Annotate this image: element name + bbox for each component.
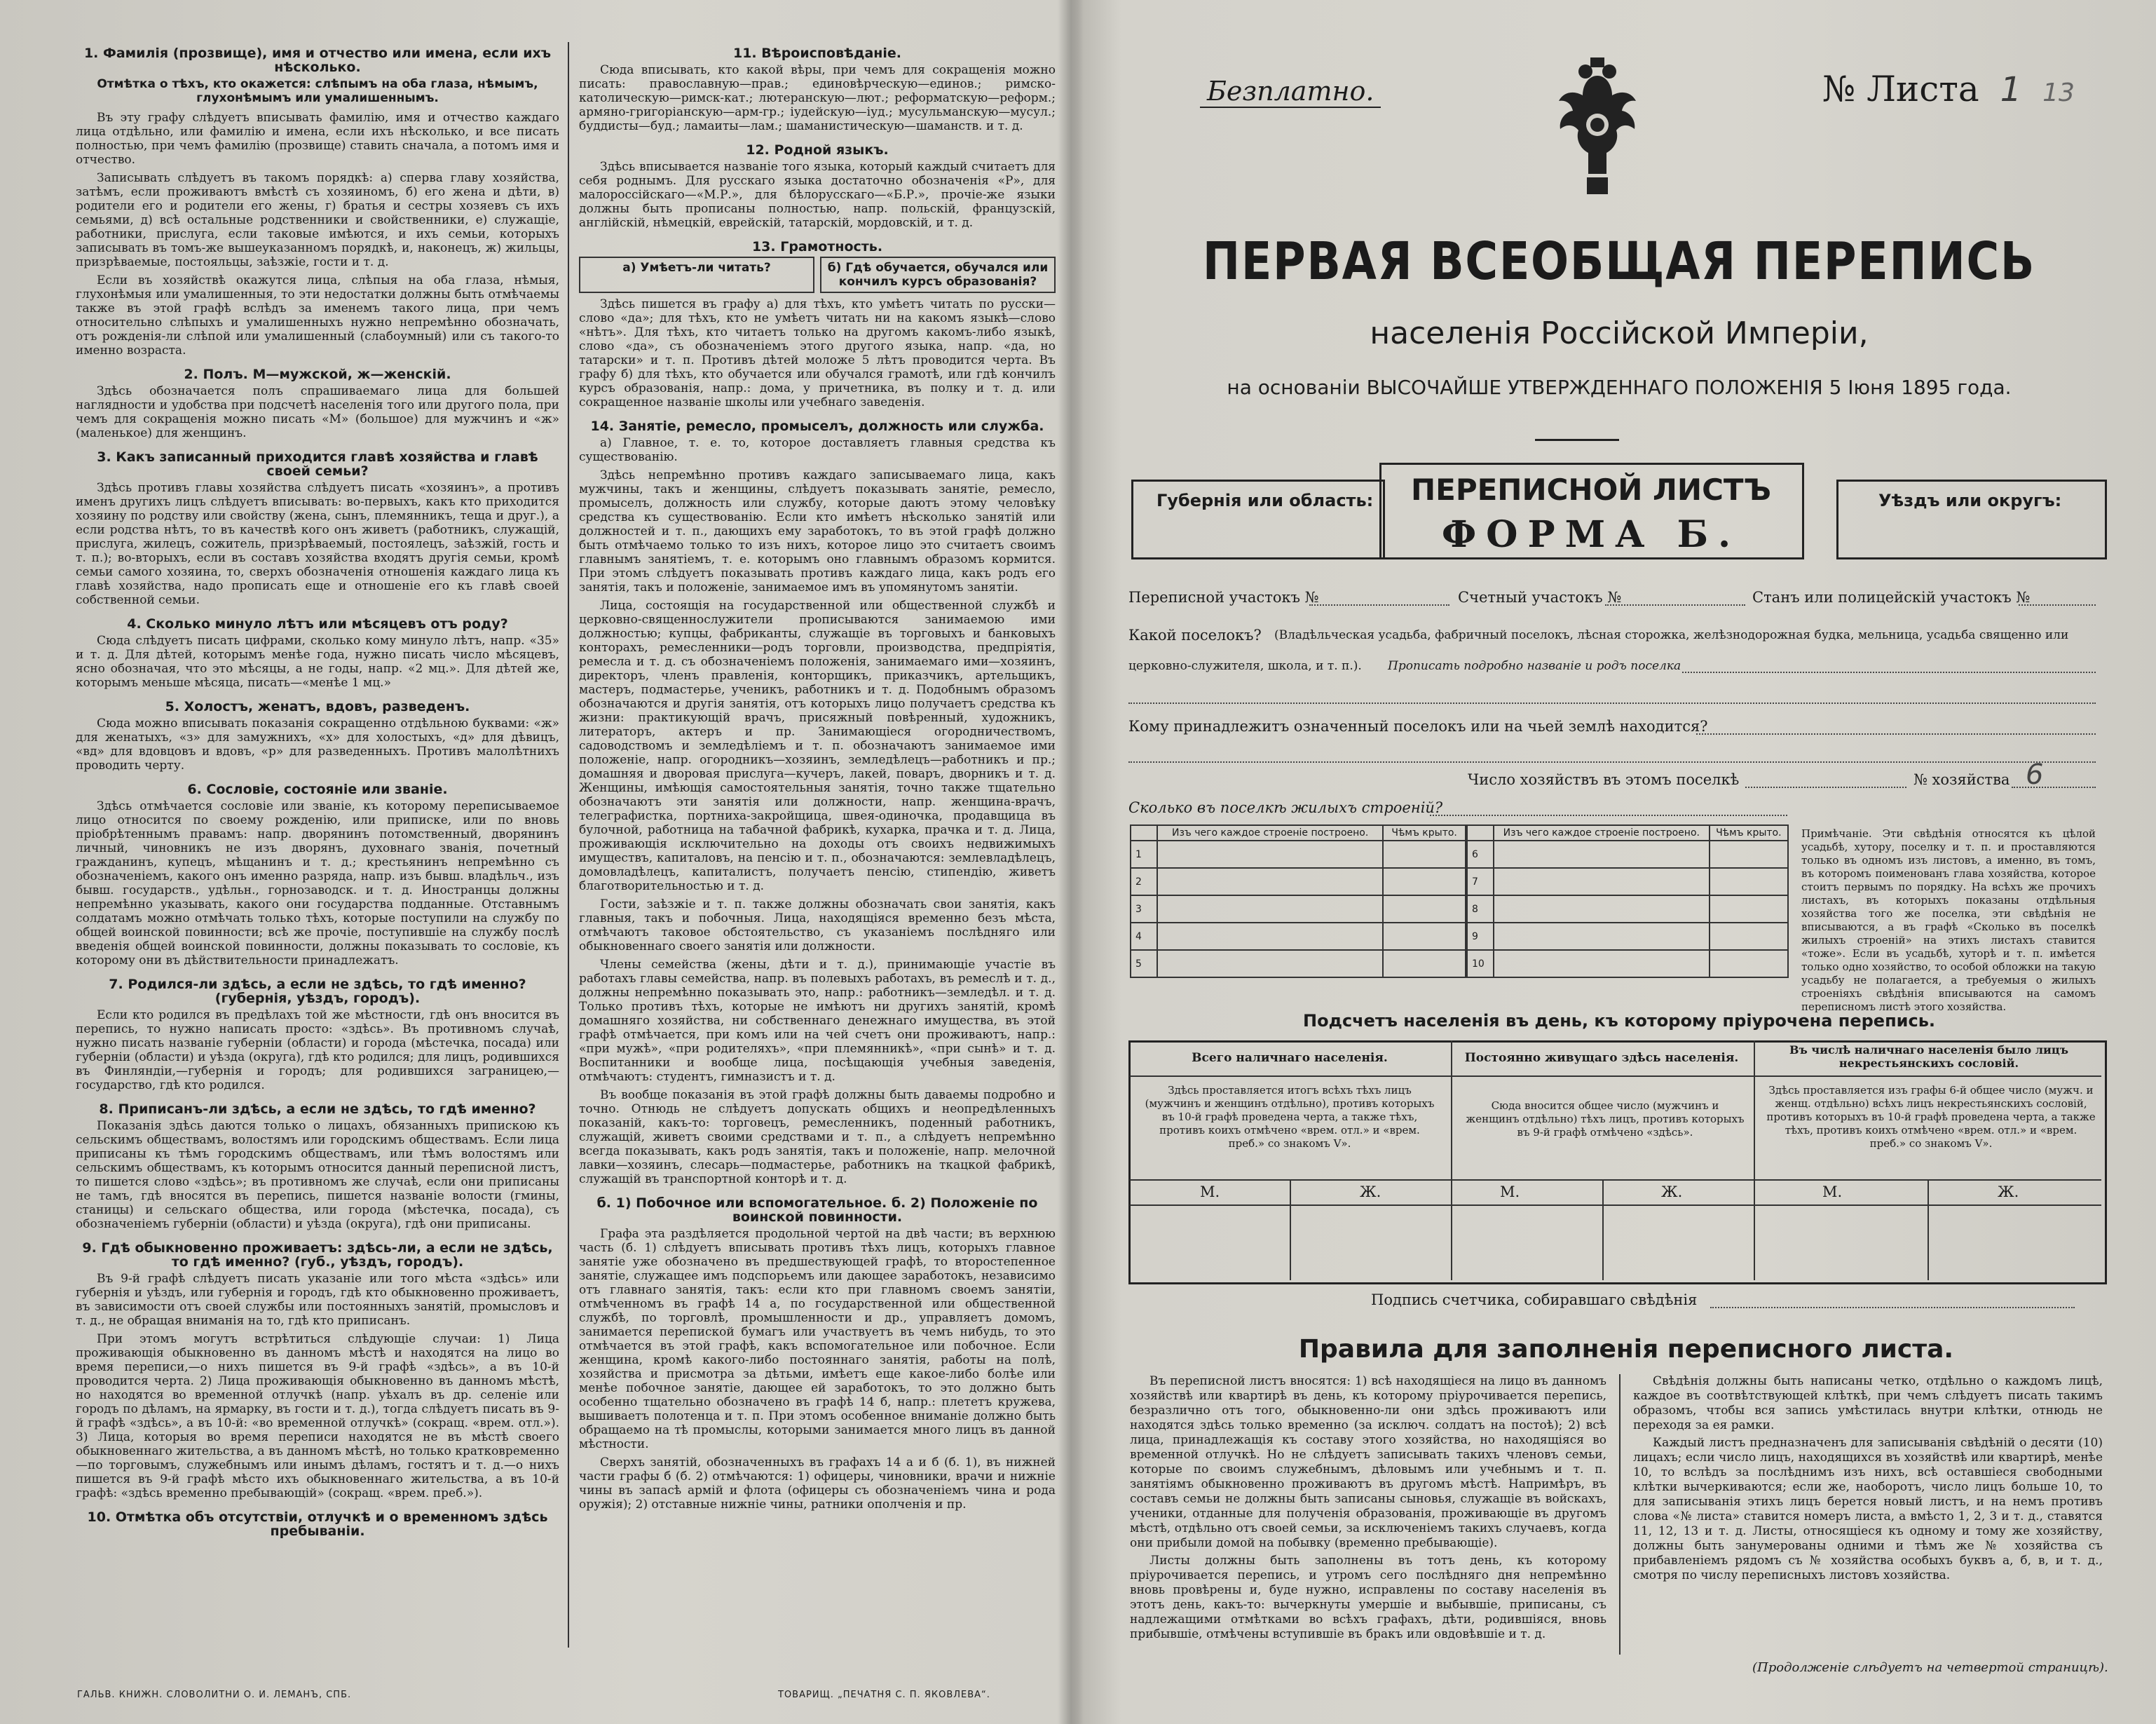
form-title: ПЕРЕПИСНОЙ ЛИСТЪ xyxy=(1410,473,1772,507)
census-basis: на основаніи ВЫСОЧАЙШЕ УТВЕРЖДЕННАГО ПОЛОЖЕНІЯ 5 Іюня 1895 года. xyxy=(1227,376,2012,399)
section-paragraph: Сюда можно вписывать показанія сокращенно отдѣльною буквами: «ж» для женатыхъ, «з» для замужнихъ, «х» для холостыхъ, «д» для дѣвицъ, «вд» для вдовцовъ и вдовъ, «р» для разведенныхъ. Противъ малолѣтнихъ проводить черту. xyxy=(76,717,559,773)
double-headed-eagle-icon xyxy=(1552,55,1643,202)
settlement-hint: (Владѣльческая усадьба, фабричный поселокъ, лѣсная сторожка, желѣзнодорожная будка, мельница, усадьба священно или xyxy=(1274,628,2069,642)
household-number-label: № хозяйства xyxy=(1913,771,2010,788)
section-heading: 7. Родился-ли здѣсь, а если не здѣсь, то гдѣ именно? (губернія, уѣздъ, городъ). xyxy=(109,977,526,1006)
section-paragraph: Члены семейства (жены, дѣти и т. д.), принимающіе участіе въ работахъ главы семейства, напр. въ полевыхъ работахъ, въ ремеслѣ и т. д., должны непремѣнно показывать это, напр.: работникъ—земледѣл. и т. д. Только противъ тѣхъ, которые не имѣютъ ни другихъ занятій, кромѣ домашняго хозяйства, ни собственнаго денежнаго имущества, въ этой графѣ отмѣчается, при комъ или на чей счетъ они проживаютъ, напр.: «при мужѣ», «при родителяхъ», «при племянникѣ», «при сынѣ» и т. д. Воспитанники и вообще лица, посѣщающія учебныя заведенія, отмѣчаютъ: студентъ, гимназистъ и т. д. xyxy=(579,958,1056,1084)
count-value-line xyxy=(1130,1204,2101,1206)
bld-head-roof: Чѣмъ крыто. xyxy=(1383,825,1466,841)
printer-right: ТОВАРИЩ. „ПЕЧАТНЯ С. П. ЯКОВЛЕВА“. xyxy=(778,1690,990,1700)
count-mf-1 xyxy=(1290,1179,1291,1280)
section-paragraph: Гости, заѣзжіе и т. п. также должны обозначать свои занятія, какъ главныя, такъ и побочныя. Лица, находящіяся временно безъ мѣста, отмѣчаютъ таковое обстоятельство, съ указаніемъ послѣдняго или обыкновеннаго своего занятія или должности. xyxy=(579,897,1056,953)
building-number: 3 xyxy=(1131,895,1157,923)
zh-label-3: Ж. xyxy=(1998,1183,2019,1200)
section-paragraph: Графа эта раздѣляется продольной чертой на двѣ части; въ верхнюю часть (б. 1) слѣдуетъ вписывать противъ тѣхъ лицъ, которыхъ главное занятіе уже обозначено въ предшествующей графѣ, то второстепенное занятіе, служащее имъ подспорьемъ или дающее заработокъ, независимо отъ главнаго занятія, такъ: если кто при главномъ своемъ занятіи, отмѣченномъ въ графѣ 14 а, по государственной или общественной службѣ, по торговлѣ, промышленности и др., управляетъ домомъ, занимается перепиской бумагъ или участвуетъ въ чемъ нибудь, то это отмѣчается въ этой графѣ, какъ вспомогательное или побочное. Если женщина, кромѣ какого-либо постояннаго занятія, работы на полѣ, хозяйства и присмотра за дѣтьми, имѣетъ еще какое-либо болѣе или менѣе побочное занятіе, дающее ей заработокъ, то это должно быть особенно тщательно обозначено въ графѣ 14 б, напр.: плететъ кружева, вышиваетъ полотенца и т. п. При этомъ особенное вниманіе должно быть обращаемо на тѣ промыслы, которыми занимается много лицъ въ данной мѣстности. xyxy=(579,1227,1056,1451)
zh-label-1: Ж. xyxy=(1360,1183,1381,1200)
building-material[interactable] xyxy=(1494,895,1710,923)
count-head-noncrest: Въ числѣ наличнаго населенія было лицъ некрестьянскихъ сословій. xyxy=(1789,1043,2068,1070)
printer-left: ГАЛЬВ. КНИЖН. СЛОВОЛИТНИ О. И. ЛЕМАНЪ, СПБ. xyxy=(77,1690,352,1700)
building-row xyxy=(1131,895,1466,923)
building-roof[interactable] xyxy=(1710,868,1788,895)
building-material[interactable] xyxy=(1494,868,1710,895)
section-paragraph: Въ 9-й графѣ слѣдуетъ писать указаніе или того мѣста «здѣсь» или губернія и уѣздъ, или губернія и городъ, гдѣ кто обыкновенно проживаетъ, въ зависимости отъ своей службы или постоянныхъ занятій, промысловъ и т. д., не обращая вниманія на то, гдѣ кто приписанъ. xyxy=(76,1272,559,1328)
section-paragraph: Здѣсь отмѣчается сословіе или званіе, къ которому переписываемое лицо относится по своему рожденію, или приписке, или по вновь пріобрѣтеннымъ правамъ: напр. дворянинъ потомственный, дворянинъ личный, чиновникъ не изъ дворянъ, духовнаго званія, почетный гражданинъ, купецъ, мѣщанинъ и т. д.; крестьянинъ непремѣнно съ обозначеніемъ, какого онъ именно разряда, напр. изъ бывш. владѣльч., изъ бывш. государств., удѣльн., горнозаводск. и т. д. Иностранцы должны непремѣнно указывать, какого они государства подданные. Отставнымъ солдатамъ можно отмѣчать только тѣхъ, которые поступили на службу по общей воинской повинности; всѣ же прочіе, поступившіе на службу послѣ введенія общей воинской повинности, должны показывать то сословіе, къ которому они въ дѣйствительности принадлежатъ. xyxy=(76,799,559,968)
count-head-permanent: Постоянно живущаго здѣсь населенія. xyxy=(1464,1051,1739,1065)
building-row xyxy=(1131,923,1466,950)
count-head-total: Всего наличнаго населенія. xyxy=(1192,1051,1388,1065)
building-row xyxy=(1467,868,1788,895)
building-number: 10 xyxy=(1467,950,1494,977)
count-txt-noncrest: Здѣсь проставляется изъ графы 6-й общее число (мужч. и женщ. отдѣльно) всѣхъ лицъ некрестьянскихъ сословій, противъ которыхъ въ 10-й графѣ проведена черта, а также тѣхъ, противъ коихъ отмѣчено «врем. отл.» и «врем. преб.» со знакомъ V». xyxy=(1766,1084,2096,1150)
settlement-line-1 xyxy=(1682,672,2096,673)
page-fold xyxy=(1058,0,1084,1724)
section-split xyxy=(579,257,1056,293)
section-paragraph: Здѣсь обозначается полъ спрашиваемаго лица для большей наглядности и удобства при подсчетѣ населенія того или другого пола, при чемъ для сокращенія можно писать «М» (большое) для мужчинъ и «ж» (маленькое) для женщинъ. xyxy=(76,384,559,440)
sheet-number-label: № Листа xyxy=(1822,69,1979,109)
dwellings-line xyxy=(1430,815,1787,816)
precinct-label: Переписной участокъ № xyxy=(1128,589,1319,606)
section-paragraph: При этомъ могутъ встрѣтиться слѣдующіе случаи: 1) Лица проживающія обыкновенно въ данномъ мѣстѣ и находятся на лицо во время переписи,—о нихъ пишется въ 9-й графѣ «здѣсь», а въ 10-й проводится черта. 2) Лица проживающія обыкновенно въ данномъ мѣстѣ, но находятся во временной отлучкѣ (напр. уѣхалъ въ др. селеніе или городъ по дѣламъ, на ярмарку, въ гости и т. д.), тогда слѣдуетъ писать въ 9-й графѣ «здѣсь», а въ 10-й: «во временной отлучкѣ» (сокращ. «врем. отл.»). 3) Лица, которыя во время переписи находятся не въ мѣстѣ своего обыкновеннаго жительства, а въ данномъ мѣстѣ, но только кратковременно—по торговымъ, служебнымъ или инымъ дѣламъ, гостятъ и т. д.—о нихъ пишется въ 9-й графѣ мѣсто ихъ обыкновеннаго жительства, а въ 10-й графѣ: «здѣсь временно пребывающій» (сокращ. «врем. преб.»). xyxy=(76,1332,559,1500)
building-roof[interactable] xyxy=(1383,868,1466,895)
building-row xyxy=(1131,841,1466,868)
owner-label: Кому принадлежитъ означенный поселокъ или на чьей землѣ находится? xyxy=(1128,718,1708,735)
settlement-instruction: Прописать подробно названіе и родъ поселка xyxy=(1388,659,1681,673)
buildings-note: Примѣчаніе. Эти свѣдѣнія относятся къ цѣлой усадьбѣ, хутору, поселку и т. п. и проставляются только въ одномъ изъ листовъ, а именно, въ томъ, въ которомъ поименованъ глава хозяйства, которое стоитъ первымъ по порядку. На всѣхъ же прочихъ листахъ, въ которыхъ показаны отдѣльныя хозяйства того же поселка, эти свѣдѣнія не вписываются, а въ графѣ «Сколько въ поселкѣ жилыхъ строеній» на этихъ листахъ ставится «тоже». Если въ усадьбѣ, хуторѣ и т. п. имѣется только одно хозяйство, то особой обложки на такую усадьбу не полагается, а требуемыя о жилыхъ строеніяхъ свѣдѣнія вписываются на самомъ переписномъ листѣ этого хозяйства. xyxy=(1801,827,2096,1013)
count-precinct-label: Счетный участокъ № xyxy=(1458,589,1622,606)
section-paragraph: Сюда вписывать, кто какой вѣры, при чемъ для сокращенія можно писать: православную—прав.; единовѣрческую—единов.; римско-католическую—римск-кат.; лютеранскую—лют.; реформатскую—реформ.; армяно-григоріанскую—арм-гр.; іудейскую—іуд.; мусульманскую—мусул.; буддисты—буд.; ламаиты—лам.; шаманистическую—шаманств. и т. д. xyxy=(579,63,1056,133)
rules-title: Правила для заполненія переписного листа. xyxy=(1298,1335,1954,1364)
section-paragraph: Въ эту графу слѣдуетъ вписывать фамилію, имя и отчество каждаго лица отдѣльно, или фамилію и имена, если ихъ нѣсколько, и все писать полностью, при чемъ фамилію (прозвище) ставить сначала, а потомъ имя и отчество. xyxy=(76,111,559,167)
count-mf-line xyxy=(1130,1179,2101,1181)
building-number: 5 xyxy=(1131,950,1157,977)
building-roof[interactable] xyxy=(1710,841,1788,868)
rules-divider xyxy=(1619,1374,1621,1655)
building-row xyxy=(1467,841,1788,868)
column-divider-left xyxy=(568,42,569,1648)
zh-label-2: Ж. xyxy=(1661,1183,1683,1200)
settlement-line-2 xyxy=(1128,703,2096,704)
precinct-line xyxy=(1309,604,1449,606)
section-heading: 5. Холостъ, женатъ, вдовъ, разведенъ. xyxy=(165,699,470,714)
section-paragraph: Записывать слѣдуетъ въ такомъ порядкѣ: а) сперва главу хозяйства, затѣмъ, если проживаютъ вмѣстѣ съ хозяиномъ, б) его жена и дѣти, в) родители его и родители его жены, г) братья и сестры хозяевъ съ ихъ семьями, д) всѣ остальные родственники и свойственники, е) служащіе, работники, прислуга, если таковые имѣются, и ихъ семьи, которыхъ записывать въ томъ-же вышеуказанномъ порядкѣ, и, наконецъ, ж) жильцы, призрѣваемые, постояльцы, заѣзжіе, гости и т. д. xyxy=(76,171,559,269)
building-number: 8 xyxy=(1467,895,1494,923)
section-heading: 13. Грамотность. xyxy=(751,239,883,254)
section-heading: 9. Гдѣ обыкновенно проживаетъ: здѣсь-ли, а если не здѣсь, то гдѣ именно? (губ., уѣздъ, городъ). xyxy=(82,1240,553,1270)
building-row xyxy=(1131,868,1466,895)
section-heading: 3. Какъ записанный приходится главѣ хозяйства и главѣ своей семьи? xyxy=(97,449,538,479)
section-paragraph: Въ вообще показанія въ этой графѣ должны быть даваемы подробно и точно. Отнюдь не слѣдуетъ допускать общихъ и неопредѣленныхъ показаній, какъ-то: торговецъ, ремесленникъ, поденный работникъ, служащій, живетъ своими средствами и т. п., а слѣдуетъ непремѣнно всегда показывать, какъ родъ занятія, такъ и положеніе, напр. мелочной лавки—хозяинъ, слесарь—подмастерье, работникъ на ткацкой фабрикѣ, служащій въ транспортной конторѣ и т. д. xyxy=(579,1088,1056,1186)
buildings-table-right xyxy=(1466,824,1789,978)
sheet-number-value: 1 xyxy=(2000,70,2022,109)
section-heading: 6. Сословіе, состояніе или званіе. xyxy=(187,782,448,797)
building-material[interactable] xyxy=(1157,868,1383,895)
sheet-number xyxy=(1822,69,2075,109)
households-line xyxy=(1745,787,1906,788)
census-subtitle: населенія Россійской Имперіи, xyxy=(1370,315,1869,351)
section-paragraph: Здѣсь противъ главы хозяйства слѣдуетъ писать «хозяинъ», а противъ именъ другихъ лицъ слѣдуетъ вписывать: во-первыхъ, какъ кто приходится хозяину по родству или свойству (жена, сынъ, племянникъ, теща и друг.), а если родства нѣтъ, то въ качествѣ кого онъ живетъ (работникъ, служащій, прислуга, жилецъ, сожитель, призрѣваемый, постоялецъ, заѣзжій, гость и т. п.); во-вторыхъ, если въ составъ хозяйства входятъ другія семьи, кромѣ семьи самого хозяина, то, сверхъ обозначенія отношенія каждаго лица къ главѣ хозяйства, надо прописать еще и отношеніе его къ главѣ своей собственной семьи. xyxy=(76,481,559,607)
count-head-line xyxy=(1130,1075,2101,1077)
building-number: 9 xyxy=(1467,923,1494,950)
building-row xyxy=(1131,950,1466,977)
building-number: 1 xyxy=(1131,841,1157,868)
instructions-column-1 xyxy=(76,36,559,1649)
m-label-1: М. xyxy=(1200,1183,1220,1200)
building-row xyxy=(1467,895,1788,923)
section-heading: 8. Приписанъ-ли здѣсь, а если не здѣсь, то гдѣ именно? xyxy=(99,1101,536,1117)
section-heading: 10. Отмѣтка объ отсутствіи, отлучкѣ и о временномъ здѣсь пребываніи. xyxy=(87,1509,548,1539)
uezd-label: Уѣздъ или округъ: xyxy=(1878,491,2062,510)
building-roof[interactable] xyxy=(1383,923,1466,950)
building-material[interactable] xyxy=(1157,895,1383,923)
building-material[interactable] xyxy=(1494,841,1710,868)
owner-line-2 xyxy=(1128,761,2096,763)
building-material[interactable] xyxy=(1494,923,1710,950)
building-roof[interactable] xyxy=(1710,895,1788,923)
rules-right xyxy=(1633,1374,2103,1586)
count-table xyxy=(1128,1040,2107,1284)
settlement-label: Какой поселокъ? xyxy=(1128,627,1262,644)
household-number-value: 6 xyxy=(2026,759,2044,791)
owner-line-1 xyxy=(1696,733,2096,735)
form-letter: ФОРМА Б. xyxy=(1441,513,1741,556)
m-label-2: М. xyxy=(1500,1183,1520,1200)
rules-paragraph: Листы должны быть заполнены въ тотъ день, къ которому пріурочивается перепись, и утромъ сего послѣдняго дня непремѣнно вновь провѣрены и, буде нужно, исправлены по составу населенія въ этотъ день, какъ-то: вычеркнуты умершіе и выбывшіе, приписаны, съ надлежащими отмѣтками во всѣхъ графахъ, дѣти, родившіяся, вновь прибывшіе, отмѣчены вступившіе въ бракъ или овдовѣвшіе и т. д. xyxy=(1130,1554,1606,1641)
building-roof[interactable] xyxy=(1710,923,1788,950)
section-heading: б. 1) Побочное или вспомогательное. б. 2) Положеніе по воинской повинности. xyxy=(596,1195,1038,1225)
section-heading: 2. Полъ. М—мужской, ж—женскій. xyxy=(184,367,451,382)
count-mf-2 xyxy=(1602,1179,1604,1280)
households-label: Число хозяйствъ въ этомъ поселкѣ xyxy=(1468,771,1740,788)
household-number-line xyxy=(2012,787,2096,788)
section-subheading: Отмѣтка о тѣхъ, кто окажется: слѣпымъ на оба глаза, нѣмымъ, глухонѣмымъ или умалишеннымъ. xyxy=(97,77,538,105)
building-number: 7 xyxy=(1467,868,1494,895)
section-paragraph: Сверхъ занятій, обозначенныхъ въ графахъ 14 а и б (б. 1), въ нижней части графы б (б. 2) отмѣчаются: 1) офицеры, чиновники, врачи и нижніе чины въ запасѣ армій и флота (офицеры съ обозначеніемъ чина и рода оружія); 2) отставные нижніе чины, ратники ополченія и пр. xyxy=(579,1455,1056,1512)
section-split-item: а) Умѣетъ-ли читать? xyxy=(579,257,814,293)
sheet-number-hand: 13 xyxy=(2042,79,2075,107)
guberniya-label: Губернія или область: xyxy=(1157,491,1374,510)
building-material[interactable] xyxy=(1157,923,1383,950)
census-title: ПЕРВАЯ ВСЕОБЩАЯ ПЕРЕПИСЬ xyxy=(1202,231,2036,292)
section-heading: 12. Родной языкъ. xyxy=(746,142,889,158)
building-roof[interactable] xyxy=(1710,950,1788,977)
bld-head-material-2: Изъ чего каждое строеніе построено. xyxy=(1494,825,1710,841)
building-roof[interactable] xyxy=(1383,950,1466,977)
rules-paragraph: Въ переписной листъ вносятся: 1) всѣ находящіеся на лицо въ данномъ хозяйствѣ или квартирѣ въ день, къ которому пріурочивается перепись, безразлично отъ того, обыкновенно-ли они здѣсь проживаютъ или находятся здѣсь только временно (за исключ. солдатъ на постоѣ); 2) всѣ лица, принадлежащія къ составу этого хозяйства, но находящіяся во временной отлучкѣ. Но не слѣдуетъ записывать такихъ членовъ семьи, которые по своимъ служебнымъ, дѣловымъ или учебнымъ и т. п. занятіямъ обыкновенно проживаютъ въ другомъ мѣстѣ. Напримѣръ, въ составъ семьи не должны быть записаны сыновья, служащіе въ войскахъ, ученики, отданные для полученія образованія, проживающіе въ другомъ мѣстѣ, отдѣльно отъ своей семьи, за исключеніемъ такихъ случаевъ, когда они прибыли домой на побывку (временно пребывающіе). xyxy=(1130,1374,1606,1550)
count-txt-permanent: Сюда вносится общее число (мужчинъ и женщинъ отдѣльно) тѣхъ лицъ, противъ которыхъ въ 9-й графѣ отмѣчено «здѣсь». xyxy=(1466,1099,1745,1139)
police-precinct-label: Станъ или полицейскій участокъ № xyxy=(1752,589,2031,606)
section-paragraph: Сюда слѣдуетъ писать цифрами, сколько кому минуло лѣтъ, напр. «35» и т. д. Для дѣтей, которымъ менѣе года, нужно писать число мѣсяцевъ, ясно обозначая, что это мѣсяцы, а не годы, напр. «2 мц.». Для дѣтей же, которымъ меньше мѣсяца, писать—«менѣе 1 мц.» xyxy=(76,634,559,690)
building-material[interactable] xyxy=(1157,950,1383,977)
rules-paragraph: Свѣдѣнія должны быть написаны четко, отдѣльно о каждомъ лицѣ, каждое въ соотвѣтствующей клѣткѣ, при чемъ слѣдуетъ писать такимъ образомъ, чтобы вся запись умѣстилась внутри клѣтки, отнюдь не переходя за ея рамки. xyxy=(1633,1374,2103,1432)
buildings-table-left xyxy=(1130,824,1466,978)
m-label-3: М. xyxy=(1822,1183,1843,1200)
section-heading: 11. Вѣроисповѣданіе. xyxy=(732,46,902,61)
section-paragraph: Если кто родился въ предѣлахъ той же мѣстности, гдѣ онъ вносится въ перепись, то нужно написать просто: «здѣсь». Въ противномъ случаѣ, нужно писать названіе губерніи (области) и города (мѣстечка, посада) или губерніи (области) и уѣзда (округа), гдѣ кто родился; для лицъ, родившихся въ Финляндіи,—губернія и городъ; для родившихся заграницею,—государство, гдѣ кто родился. xyxy=(76,1008,559,1092)
count-heading: Подсчетъ населенія въ день, къ которому пріурочена перепись. xyxy=(1303,1011,1935,1031)
building-material[interactable] xyxy=(1157,841,1383,868)
section-paragraph: Здѣсь непремѣнно противъ каждаго записываемаго лица, какъ мужчины, такъ и женщины, слѣдуетъ показывать занятіе, ремесло, промыселъ, должность или службу, которые даютъ этому человѣку средства къ существованію. Если кто имѣетъ нѣсколько занятій или должностей и т. п., дающихъ ему заработокъ, то въ этой графѣ должно быть отмѣчаемо только то изъ нихъ, которое лицо это считаетъ своимъ главнымъ занятіемъ, т. е. которымъ оно главнымъ образомъ кормится. При этомъ слѣдуетъ показывать противъ каждаго лица, какъ родъ его занятія, такъ и положеніе, занимаемое имъ въ упомянутомъ занятіи. xyxy=(579,468,1056,595)
section-heading: 1. Фамилія (прозвище), имя и отчество или имена, если ихъ нѣсколько. xyxy=(83,46,552,75)
section-paragraph: Здѣсь пишется въ графу а) для тѣхъ, кто умѣетъ читать по русски—слово «да»; для тѣхъ, кто не умѣетъ читать ни на какомъ языкѣ—слово «нѣтъ». Для тѣхъ, кто читаетъ только на другомъ какомъ-либо языкѣ, слово «да», съ обозначеніемъ этого другого языка, напр. «да, но татарски» и т. п. Противъ дѣтей моложе 5 лѣтъ проводится черта. Въ графу б) для тѣхъ, кто обучается или обучался грамотѣ, или гдѣ кончилъ курсъ образованія, напр.: дома, у причетника, въ полку и т. д. или сокращенное названіе школы или учебнаго заведенія. xyxy=(579,297,1056,409)
bld-head-material: Изъ чего каждое строеніе построено. xyxy=(1157,825,1383,841)
section-paragraph: Если въ хозяйствѣ окажутся лица, слѣпыя на оба глаза, нѣмыя, глухонѣмыя или умалишенныя, то эти недостатки должны быть отмѣчаемы также въ этой графѣ вслѣдъ за именемъ такого лица, при чемъ относительно слѣпыхъ и умалишенныхъ нужно непремѣнно обозначать, отъ рожденія-ли слѣпой или умалишенный (слабоумный) или съ такого-то именно возраста. xyxy=(76,273,559,358)
building-number: 6 xyxy=(1467,841,1494,868)
building-row xyxy=(1467,923,1788,950)
section-paragraph: Лица, состоящія на государственной или общественной службѣ и церковно-священнослужители прописываются занимаемою ими должностью; купцы, фабриканты, служащіе въ торговыхъ и банковыхъ конторахъ, ремесленники—родъ торговли, производства, предпріятія, ремесла и т. д. съ обозначеніемъ положенія, занимаемаго ими—хозяинъ, директоръ, членъ правленія, конторщикъ, приказчикъ, артельщикъ, мастеръ, подмастерье, ученикъ, работникъ и т. д. Подобнымъ образомъ обозначаются и другія занятія, отъ которыхъ лицо получаетъ средства къ жизни: практикующій врачъ, присяжный повѣренный, художникъ, литераторъ, актеръ и пр. Занимающіеся огородничествомъ, садоводствомъ и земледѣліемъ и т. п. обозначаютъ занимаемое ими положеніе, напр. огородникъ—хозяинъ, земледѣлецъ—работникъ и пр.; домашняя и дворовая прислуга—кучеръ, лакей, поваръ, дворникъ и т. д. Женщины, имѣющія самостоятельныя занятія, точно также тщательно обозначаютъ эти занятія или должности, напр. женщина-врачъ, телеграфистка, портниха-закройщица, швея-одиночка, продавщица въ булочной, работница на табачной фабрикѣ, кухарка, прачка и т. д. Лица, проживающія исключительно на доходы отъ своихъ недвижимыхъ имуществъ, капиталовъ, на пенсію и т. п., обозначаются: землевладѣлецъ, домовладѣлецъ, капиталистъ, получаетъ пенсію, стипендію, живетъ благотворительностью и т. д. xyxy=(579,599,1056,893)
rules-paragraph: Каждый листъ предназначенъ для записыванія свѣдѣній о десяти (10) лицахъ; если число лицъ, находящихся въ хозяйствѣ или квартирѣ, менѣе 10, то вслѣдъ за послѣднимъ изъ нихъ, всѣ оставшіеся свободными клѣтки вычеркиваются; если же, наоборотъ, число лицъ больше 10, то для записыванія этихъ лицъ берется новый листъ, и на немъ противъ слова «№ листа» ставится номеръ листа, а вмѣсто 1, 2, 3 и т. д., ставятся 11, 12, 13 и т. д. Листы, относящіеся къ одному и тому же хозяйству, должны быть занумерованы одними и тѣмъ же № хозяйства съ прибавленіемъ рядомъ съ № хозяйства особыхъ буквъ а, б, в, и т. д., смотря по числу переписныхъ листовъ хозяйства. xyxy=(1633,1436,2103,1582)
bld-head-roof-2: Чѣмъ крыто. xyxy=(1710,825,1788,841)
rules-left xyxy=(1130,1374,1606,1645)
signature-label: Подпись счетчика, собиравшаго свѣдѣнія xyxy=(1371,1291,1698,1308)
section-paragraph: Показанія здѣсь даются только о лицахъ, обязанныхъ припискою къ сельскимъ обществамъ, волостямъ или городскимъ обществамъ. Если лица приписаны къ тѣмъ городскимъ обществамъ, или тѣмъ волостямъ или сельскимъ обществамъ, къ которымъ относится данный переписной листъ, то пишется слово «здѣсь»; въ противномъ же случаѣ, если они приписаны не тамъ, гдѣ вносятся въ перепись, пишется названіе волости (гмины, станицы) и сельскаго общества, или города (мѣстечка, посада), съ обозначеніемъ губерніи (области) и уѣзда (округа), гдѣ они приписаны. xyxy=(76,1119,559,1231)
section-paragraph: а) Главное, т. е. то, которое доставляетъ главныя средства къ существованію. xyxy=(579,436,1056,464)
section-heading: 14. Занятіе, ремесло, промыселъ, должность или служба. xyxy=(590,419,1044,434)
dwellings-label: Сколько въ поселкѣ жилыхъ строеній? xyxy=(1128,799,1443,816)
rules-continued: (Продолженіе слѣдуетъ на четвертой страницѣ). xyxy=(1752,1660,2108,1675)
signature-line xyxy=(1710,1307,2075,1308)
title-separator xyxy=(1535,439,1619,441)
free-stamp: Безплатно. xyxy=(1200,76,1381,108)
count-txt-total: Здѣсь проставляется итогъ всѣхъ тѣхъ лицъ (мужчинъ и женщинъ отдѣльно), противъ которыхъ въ 10-й графѣ проведена черта, а также тѣхъ, противъ коихъ отмѣчено «врем. отл.» и «врем. преб.» со знакомъ V». xyxy=(1145,1084,1435,1150)
building-number: 2 xyxy=(1131,868,1157,895)
instructions-column-2 xyxy=(579,36,1056,1649)
building-number: 4 xyxy=(1131,923,1157,950)
settlement-hint-2: церковно-служителя, школа, и т. п.). xyxy=(1128,659,1362,673)
building-roof[interactable] xyxy=(1383,895,1466,923)
police-precinct-line xyxy=(2019,604,2096,606)
count-mf-3 xyxy=(1928,1179,1929,1280)
section-heading: 4. Сколько минуло лѣтъ или мѣсяцевъ отъ роду? xyxy=(127,616,508,632)
building-material[interactable] xyxy=(1494,950,1710,977)
section-paragraph: Здѣсь вписывается названіе того языка, который каждый считаетъ для себя роднымъ. Для русскаго языка достаточно обозначенія «Р», для малороссійскаго—«М.Р.», для бѣлорусскаго—«Б.Р.», прочіе-же языки должны быть прописаны полностью, напр. польскій, французскій, англійскій, нѣмецкій, еврейскій, татарскій, мордовскій, и т. д. xyxy=(579,160,1056,230)
building-row xyxy=(1467,950,1788,977)
building-roof[interactable] xyxy=(1383,841,1466,868)
section-split-item: б) Гдѣ обучается, обучался или кончилъ курсъ образованія? xyxy=(820,257,1056,293)
count-precinct-line xyxy=(1605,604,1745,606)
